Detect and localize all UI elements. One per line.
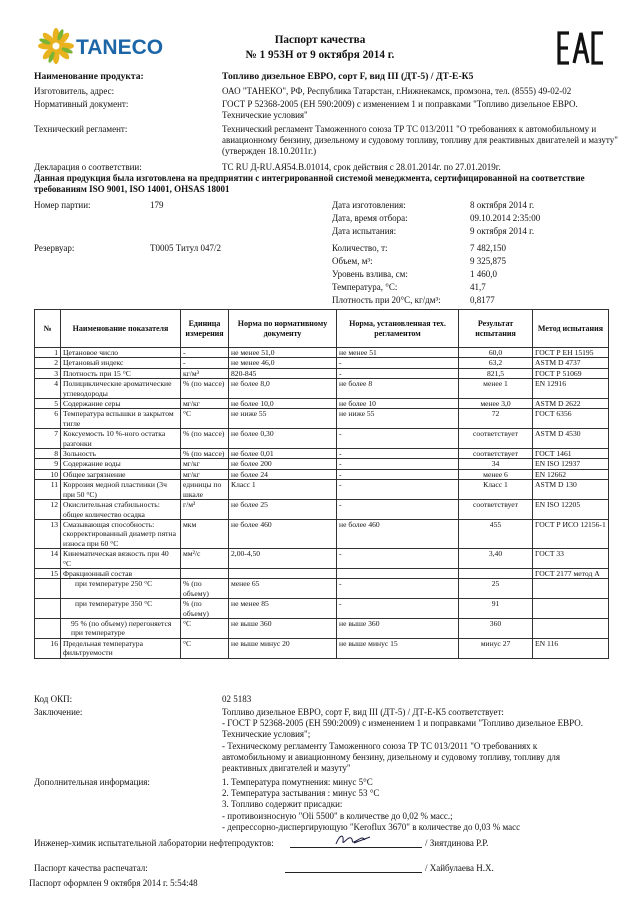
- indicator-name-cell: Содержание воды: [61, 459, 181, 469]
- row-number-cell: 14: [35, 549, 61, 569]
- row-number-cell: 8: [35, 449, 61, 459]
- norm-value-cell: не более 8,0: [229, 379, 337, 399]
- level-value: 1 460,0: [470, 269, 497, 279]
- manufacturer-label: Изготовитель, адрес:: [34, 86, 115, 96]
- table-row: [35, 459, 609, 469]
- row-number-cell: 2: [35, 358, 61, 368]
- tech-regulation-label: Технический регламент:: [34, 124, 128, 134]
- indicator-name-cell: Коксуемость 10 %-ного остатка разгонки: [61, 429, 181, 449]
- norm-value-cell: 2,00-4,50: [229, 549, 337, 569]
- unit-cell: -: [181, 358, 229, 368]
- table-row: [35, 368, 609, 378]
- method-cell: EN ISO 12205: [533, 500, 609, 520]
- method-cell: ASTM D 4530: [533, 429, 609, 449]
- table-row: [35, 379, 609, 399]
- tr-norm-value-cell: [337, 568, 459, 578]
- unit-cell: °С: [181, 409, 229, 429]
- results-table: [34, 309, 609, 659]
- row-number-cell: 1: [35, 348, 61, 358]
- conclusion-line: автомобильному и авиационному бензину, дизельному и судовому топливу, топливу для: [222, 751, 561, 762]
- table-row: [35, 579, 609, 599]
- conclusion-line: - Техническому регламенту Таможенного союза ТР ТС 013/2011 "О требованиях к: [222, 740, 538, 751]
- row-number-cell: 3: [35, 368, 61, 378]
- norm-value-cell: не ниже 55: [229, 409, 337, 429]
- tr-norm-value-cell: -: [337, 599, 459, 619]
- indicator-name-cell: Окислительная стабильность: общее количество осадка: [61, 500, 181, 520]
- manufacture-date-value: 8 октября 2014 г.: [470, 200, 535, 210]
- result-value-cell: 821,5: [459, 368, 533, 378]
- method-cell: [533, 599, 609, 619]
- tr-norm-value-cell: -: [337, 579, 459, 599]
- conclusion-line: реактивных двигателей и мазуту": [222, 763, 351, 774]
- row-number-cell: [35, 599, 61, 619]
- unit-cell: % (по массе): [181, 449, 229, 459]
- result-value-cell: 3,40: [459, 549, 533, 569]
- tr-norm-value-cell: -: [337, 429, 459, 449]
- table-row: [35, 568, 609, 578]
- table-row: [35, 449, 609, 459]
- col-header-result: Результат испытания: [459, 310, 533, 348]
- indicator-name-cell: Цетановый индекс: [61, 358, 181, 368]
- unit-cell: % (по массе): [181, 429, 229, 449]
- manufacture-date-label: Дата изготовления:: [332, 200, 406, 210]
- indicator-name-cell: Коррозия медной пластинки (3ч при 50 °С): [61, 480, 181, 500]
- result-value-cell: 25: [459, 579, 533, 599]
- table-row: [35, 500, 609, 520]
- temperature-label: Температура, °С:: [332, 282, 398, 292]
- taneco-logo: [38, 28, 166, 64]
- table-row: [35, 429, 609, 449]
- norm-value-cell: не менее 85: [229, 599, 337, 619]
- result-value-cell: соответствует: [459, 429, 533, 449]
- additional-info-line: 3. Топливо содержит присадки:: [222, 799, 343, 810]
- norm-value-cell: менее 65: [229, 579, 337, 599]
- engineer-name: / Зиятдинова Р.Р.: [425, 838, 489, 848]
- indicator-name-cell: Цетановое число: [61, 348, 181, 358]
- unit-cell: мг/кг: [181, 469, 229, 479]
- result-value-cell: менее 3,0: [459, 399, 533, 409]
- tr-norm-value-cell: не более 10: [337, 399, 459, 409]
- indicator-name-cell: Содержание серы: [61, 399, 181, 409]
- method-cell: EN 12662: [533, 469, 609, 479]
- norm-value-cell: 820-845: [229, 368, 337, 378]
- indicator-name-cell: Предельная температура фильтруемости: [61, 638, 181, 658]
- result-value-cell: 455: [459, 519, 533, 548]
- conclusion-text: [222, 707, 618, 774]
- result-value-cell: Класс 1: [459, 480, 533, 500]
- method-cell: ASTM D 2622: [533, 399, 609, 409]
- batch-label: Номер партии:: [34, 200, 91, 210]
- indicator-name-cell: Фракционный состав: [61, 568, 181, 578]
- method-cell: [533, 579, 609, 599]
- tr-norm-value-cell: -: [337, 368, 459, 378]
- norm-value-cell: не более 0,01: [229, 449, 337, 459]
- indicator-name-cell: при температуре 350 °С: [61, 599, 181, 619]
- tr-norm-value-cell: не менее 51: [337, 348, 459, 358]
- table-row: [35, 618, 609, 638]
- declaration-label: Декларация о соответствии:: [34, 162, 142, 172]
- col-header-method: Метод испытания: [533, 310, 609, 348]
- indicator-name-cell: Плотность при 15 °С: [61, 368, 181, 378]
- norm-value-cell: не более 24: [229, 469, 337, 479]
- reservoir-value: Т0005 Титул 047/2: [150, 243, 221, 253]
- row-number-cell: [35, 618, 61, 638]
- indicator-name-cell: Общее загрязнение: [61, 469, 181, 479]
- unit-cell: г/м³: [181, 500, 229, 520]
- result-value-cell: 91: [459, 599, 533, 619]
- tr-norm-value-cell: -: [337, 469, 459, 479]
- method-cell: ASTM D 130: [533, 480, 609, 500]
- indicator-name-cell: Полициклические ароматические углеводороды: [61, 379, 181, 399]
- norm-value-cell: не менее 46,0: [229, 358, 337, 368]
- col-header-indicator: Наименование показателя: [61, 310, 181, 348]
- method-cell: ГОСТ Р ЕН 15195: [533, 348, 609, 358]
- density-label: Плотность при 20°С, кг/дм³:: [332, 295, 441, 305]
- tr-norm-value-cell: -: [337, 500, 459, 520]
- additional-info-line: 2. Температура застывания : минус 53 °С: [222, 788, 380, 799]
- unit-cell: °С: [181, 638, 229, 658]
- result-value-cell: 72: [459, 409, 533, 429]
- additional-info-label: Дополнительная информация:: [34, 777, 150, 787]
- result-value-cell: соответствует: [459, 449, 533, 459]
- svg-text:TANECO: TANECO: [76, 36, 164, 59]
- row-number-cell: 15: [35, 568, 61, 578]
- indicator-name-cell: Смазывающая способность: скорректированный диаметр пятна износа при 60 °С: [61, 519, 181, 548]
- unit-cell: [181, 568, 229, 578]
- norm-value-cell: не более 25: [229, 500, 337, 520]
- unit-cell: мм²/с: [181, 549, 229, 569]
- unit-cell: % (по массе): [181, 379, 229, 399]
- tr-norm-value-cell: не выше минус 15: [337, 638, 459, 658]
- table-row: [35, 519, 609, 548]
- row-number-cell: 9: [35, 459, 61, 469]
- document-title: Паспорт качества: [274, 34, 366, 46]
- batch-value: 179: [150, 200, 164, 210]
- product-name-value: Топливо дизельное ЕВРО, сорт F, вид III (ДТ-5) / ДТ-Е-К5: [222, 71, 474, 82]
- row-number-cell: 6: [35, 409, 61, 429]
- sampling-date-label: Дата, время отбора:: [332, 213, 408, 223]
- engineer-signature: [334, 832, 374, 853]
- tr-norm-value-cell: -: [337, 459, 459, 469]
- table-row: [35, 399, 609, 409]
- method-cell: ГОСТ Р 51069: [533, 368, 609, 378]
- unit-cell: °С: [181, 618, 229, 638]
- norm-value-cell: не выше 360: [229, 618, 337, 638]
- row-number-cell: 12: [35, 500, 61, 520]
- tr-norm-value-cell: -: [337, 549, 459, 569]
- normative-doc-value: ГОСТ Р 52368-2005 (ЕН 590:2009) с изменением 1 и поправками "Топливо дизельное ЕВРО. Технические условия": [222, 99, 578, 121]
- norm-value-cell: не более 0,30: [229, 429, 337, 449]
- table-row: [35, 348, 609, 358]
- unit-cell: кг/м³: [181, 368, 229, 378]
- tr-norm-value-cell: не ниже 55: [337, 409, 459, 429]
- col-header-norm: Норма по нормативному документу: [229, 310, 337, 348]
- result-value-cell: соответствует: [459, 500, 533, 520]
- tr-norm-value-cell: не выше 360: [337, 618, 459, 638]
- engineer-label: Инженер-химик испытательной лаборатории нефтепродуктов:: [34, 838, 274, 848]
- norm-value-cell: не более 460: [229, 519, 337, 548]
- norm-value-cell: [229, 568, 337, 578]
- table-row: [35, 599, 609, 619]
- row-number-cell: 11: [35, 480, 61, 500]
- row-number-cell: 4: [35, 379, 61, 399]
- method-cell: ГОСТ Р ИСО 12156-1: [533, 519, 609, 548]
- result-value-cell: 63,2: [459, 358, 533, 368]
- col-header-unit: Единица измерения: [181, 310, 229, 348]
- unit-cell: -: [181, 348, 229, 358]
- norm-value-cell: не более 10,0: [229, 399, 337, 409]
- additional-info-line: 1. Температура помутнения: минус 5°С: [222, 777, 373, 787]
- indicator-name-cell: Кинематическая вязкость при 40 °С: [61, 549, 181, 569]
- table-row: [35, 358, 609, 368]
- unit-cell: мг/кг: [181, 399, 229, 409]
- table-header-row: [35, 310, 609, 348]
- result-value-cell: 60,0: [459, 348, 533, 358]
- conclusion-line: Технические условия";: [222, 729, 311, 740]
- conclusion-label: Заключение:: [34, 707, 83, 717]
- eac-mark-icon: [556, 28, 606, 68]
- unit-cell: единицы по шкале: [181, 480, 229, 500]
- indicator-name-cell: Температура вспышки в закрытом тигле: [61, 409, 181, 429]
- table-row: [35, 480, 609, 500]
- tr-norm-value-cell: -: [337, 480, 459, 500]
- result-value-cell: [459, 568, 533, 578]
- test-date-label: Дата испытания:: [332, 226, 397, 236]
- table-row: [35, 409, 609, 429]
- printed-by-label: Паспорт качества распечатал:: [34, 863, 148, 873]
- result-value-cell: минус 27: [459, 638, 533, 658]
- method-cell: EN 12916: [533, 379, 609, 399]
- row-number-cell: [35, 579, 61, 599]
- method-cell: ГОСТ 33: [533, 549, 609, 569]
- additional-info-line: - противоизносную "Oli 5500" в количестве до 0,02 % масс.;: [222, 810, 453, 821]
- row-number-cell: 7: [35, 429, 61, 449]
- normative-doc-label: Нормативный документ:: [34, 99, 129, 109]
- col-header-number: №: [35, 310, 61, 348]
- norm-value-cell: не менее 51,0: [229, 348, 337, 358]
- method-cell: ГОСТ 2177 метод А: [533, 568, 609, 578]
- declaration-value: ТС RU Д-RU.АЯ54.В.01014, срок действия с 28.01.2014г. по 27.01.2019г.: [222, 162, 501, 172]
- unit-cell: мг/кг: [181, 459, 229, 469]
- document-number: № 1 953Н от 9 октября 2014 г.: [245, 49, 395, 61]
- tr-norm-value-cell: не более 460: [337, 519, 459, 548]
- method-cell: ГОСТ 6356: [533, 409, 609, 429]
- table-row: [35, 469, 609, 479]
- additional-info-text: [222, 777, 618, 833]
- tech-regulation-value: Технический регламент Таможенного союза ТР ТС 013/2011 "О требованиях к автомобильному и авиационному бензину, дизельному и судовому топливу, топливу для реактивных двигателей и мазуту" (утвержден 18.10.2011г.): [222, 124, 618, 157]
- table-row: [35, 549, 609, 569]
- method-cell: EN 116: [533, 638, 609, 658]
- row-number-cell: 16: [35, 638, 61, 658]
- norm-value-cell: Класс 1: [229, 480, 337, 500]
- printed-by-name: / Хайбулаева Н.Х.: [425, 863, 494, 873]
- okp-label: Код ОКП:: [34, 694, 73, 704]
- unit-cell: мкм: [181, 519, 229, 548]
- result-value-cell: 360: [459, 618, 533, 638]
- row-number-cell: 10: [35, 469, 61, 479]
- okp-value: 02 5183: [222, 694, 252, 704]
- table-row: [35, 638, 609, 658]
- result-value-cell: 34: [459, 459, 533, 469]
- method-cell: ГОСТ 1461: [533, 449, 609, 459]
- manufacturer-value: ОАО "ТАНЕКО", РФ, Республика Татарстан, г.Нижнекамск, промзона, тел. (8555) 49-02-02: [222, 86, 572, 96]
- additional-info-line: - депрессорно-диспергирующую "Keroflux 3670" в количестве до 0,03 % масс: [222, 821, 521, 832]
- tr-norm-value-cell: -: [337, 358, 459, 368]
- norm-value-cell: не выше минус 20: [229, 638, 337, 658]
- result-value-cell: менее 1: [459, 379, 533, 399]
- unit-cell: % (по объему): [181, 579, 229, 599]
- norm-value-cell: не более 200: [229, 459, 337, 469]
- method-cell: [533, 618, 609, 638]
- quality-statement: Данная продукция была изготовлена на предприятии с интегрированной системой менеджмента, сертифицированной на соответствие требованиям ISO 9001, ISO 14001, OHSAS 18001: [34, 173, 585, 195]
- volume-label: Объем, м³:: [332, 256, 373, 266]
- volume-value: 9 325,875: [470, 256, 506, 266]
- conclusion-line: Топливо дизельное ЕВРО, сорт F, вид III (ДТ-5) / ДТ-Е-К5 соответствует:: [222, 707, 504, 717]
- sunflower-icon: [38, 28, 74, 64]
- col-header-tr-norm: Норма, установленная тех. регламентом: [337, 310, 459, 348]
- sampling-date-value: 09.10.2014 2:35:00: [470, 213, 541, 223]
- result-value-cell: менее 6: [459, 469, 533, 479]
- quantity-value: 7 482,150: [470, 243, 506, 253]
- test-date-value: 9 октября 2014 г.: [470, 226, 535, 236]
- printed-by-signature-line: [285, 872, 422, 873]
- quantity-label: Количество, т:: [332, 243, 388, 253]
- temperature-value: 41,7: [470, 282, 486, 292]
- tr-norm-value-cell: -: [337, 449, 459, 459]
- unit-cell: % (по объему): [181, 599, 229, 619]
- density-value: 0,8177: [470, 295, 495, 305]
- product-name-label: Наименование продукта:: [34, 71, 144, 82]
- reservoir-label: Резервуар:: [34, 243, 75, 253]
- tr-norm-value-cell: не более 8: [337, 379, 459, 399]
- method-cell: EN ISO 12937: [533, 459, 609, 469]
- row-number-cell: 5: [35, 399, 61, 409]
- indicator-name-cell: при температуре 250 °С: [61, 579, 181, 599]
- method-cell: ASTM D 4737: [533, 358, 609, 368]
- conclusion-line: - ГОСТ Р 52368-2005 (ЕН 590:2009) с изменением 1 и поправками "Топливо дизельное ЕВРО.: [222, 718, 583, 729]
- level-label: Уровень взлива, см:: [332, 269, 408, 279]
- indicator-name-cell: 95 % (по объему) перегоняется при температуре: [61, 618, 181, 638]
- indicator-name-cell: Зольность: [61, 449, 181, 459]
- row-number-cell: 13: [35, 519, 61, 548]
- issued-timestamp: Паспорт оформлен 9 октября 2014 г. 5:54:48: [29, 878, 198, 888]
